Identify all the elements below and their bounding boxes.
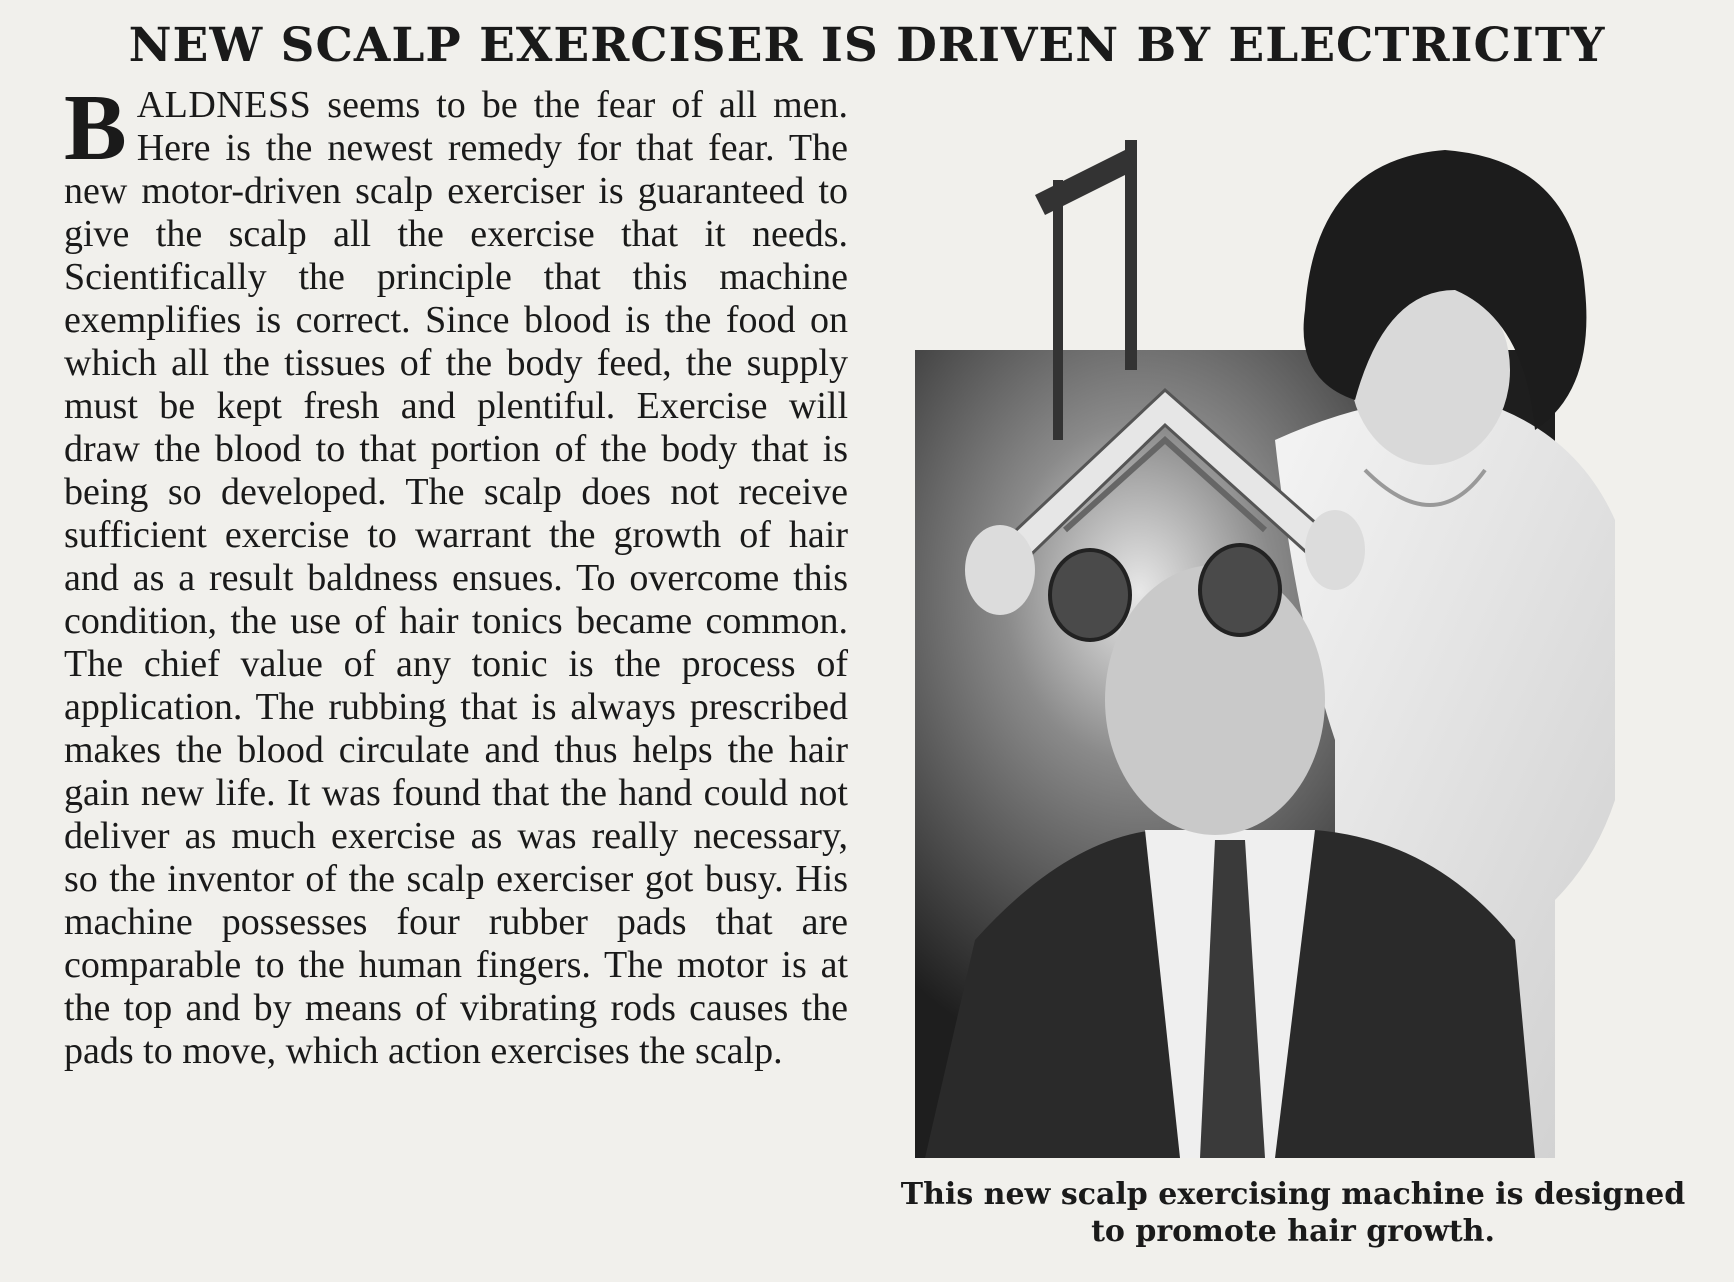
scalp-exerciser-photo xyxy=(915,140,1675,1158)
lead-word: ALDNESS xyxy=(136,84,312,126)
article-text: seems to be the fear of all men. Here is the newest remedy for that fear. The new motor-driven scalp exerciser is guaranteed to give the scalp all the exercise that it needs. Scientifically the principle that this machine exemplifies is correct. Since blood is the food on which all the tissues of the body feed, the supply must be kept fresh and plentiful. Exercise will draw the blood to that portion of the body that is being so developed. The scalp does not receive sufficient exercise to warrant the growth of hair and as a result baldness ensues. To overcome this condition, the use of hair tonics became common. The chief value of any tonic is the process of application. The rubbing that is always prescribed makes the blood circulate and thus helps the hair gain new life. It was found that the hand could not deliver as much exercise as was really necessary, so the inventor of the scalp exerciser got busy. His machine possesses four rubber pads that are comparable to the human fingers. The motor is at the top and by means of vibrating rods causes the pads to move, which action exercises the scalp. xyxy=(64,84,848,1072)
article-body xyxy=(64,76,848,1073)
drop-cap: B xyxy=(64,76,127,180)
headline: NEW SCALP EXERCISER IS DRIVEN BY ELECTRICITY xyxy=(128,18,1606,73)
photo-caption: This new scalp exercising machine is designed to promote hair growth. xyxy=(900,1177,1686,1249)
